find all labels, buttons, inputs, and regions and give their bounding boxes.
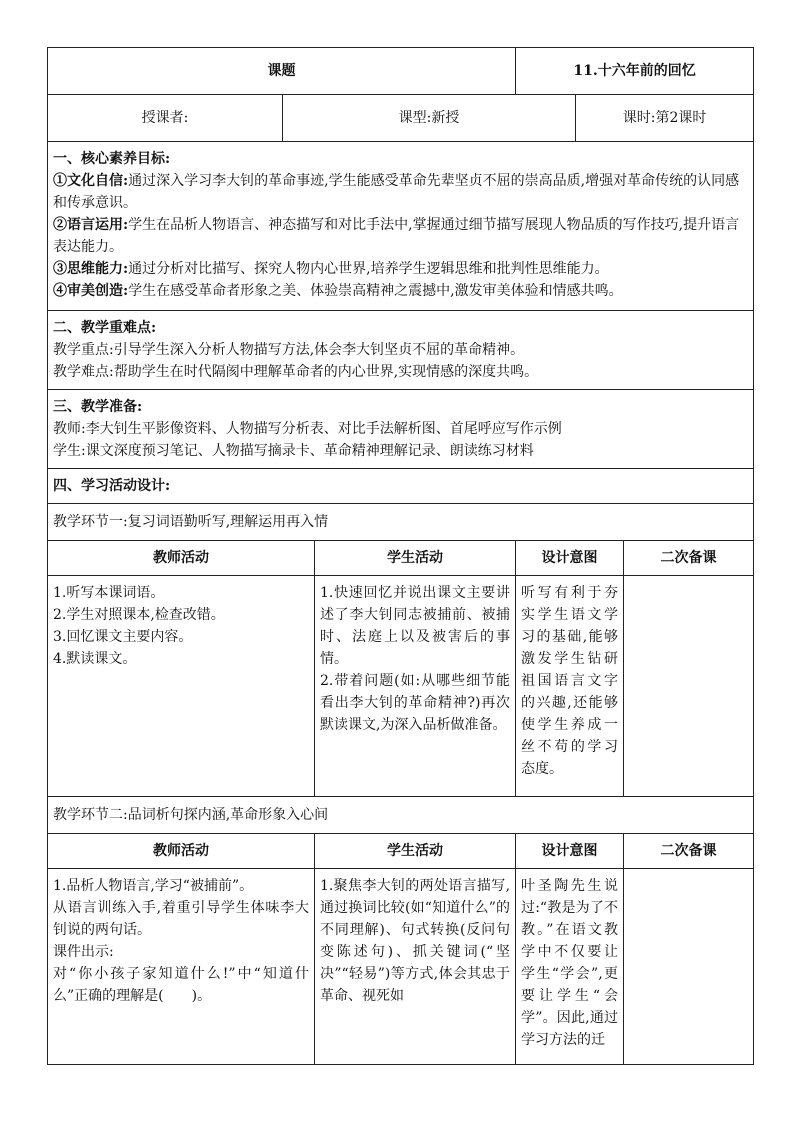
col-second-prep: 二次备课 [624, 834, 754, 869]
student-step: 1.快速回忆并说出课文主要讲述了李大钊同志被捕前、被捕时、法庭上以及被害后的事情。 [320, 585, 511, 667]
stage-1-intent-cell [516, 576, 624, 797]
stage-2-teacher-cell [48, 869, 315, 1065]
stage-1-teacher-cell [48, 576, 315, 797]
goal-text: 通过深入学习李大钊的革命事迹,学生能感受革命先辈坚贞不屈的崇高品质,增强对革命传统的认同感和传承意识。 [53, 173, 740, 211]
goal-label: ①文化自信: [53, 173, 129, 189]
teacher-prep-line: 教师:李大钊生平影像资料、人物描写分析表、对比手法解析图、首尾呼应写作示例 [53, 421, 562, 437]
stage-1-column-headers [48, 541, 754, 576]
col-student-activity: 学生活动 [315, 541, 516, 576]
section-preparation [48, 390, 754, 469]
section-key-points-title: 二、教学重难点: [53, 320, 157, 336]
teacher-step: 2.学生对照课本,检查改错。 [53, 607, 225, 623]
student-step: 2.带着问题(如:从哪些细节能看出李大钊的革命精神?)再次默读课文,为深入品析做准备。 [320, 673, 511, 733]
teacher-label: 授课者: [48, 95, 283, 142]
teacher-step: 3.回忆课文主要内容。 [53, 629, 193, 645]
intent-text: 叶圣陶先生说过:“教是为了不教。”在语文教学中不仅要让学生“学会”,更要让学生“会学”。因此,通过学习方法的迁 [521, 878, 619, 1048]
stage-2-student-cell [315, 869, 516, 1065]
section-activities [48, 469, 754, 504]
student-prep-line: 学生:课文深度预习笔记、人物描写摘录卡、革命精神理解记录、朗读练习材料 [53, 443, 534, 459]
teacher-step: 1.听写本课词语。 [53, 585, 165, 601]
stage-2-second-cell [624, 869, 754, 1065]
section-goals [48, 142, 754, 311]
stage-1-second-cell [624, 576, 754, 797]
goal-label: ③思维能力: [53, 261, 129, 277]
col-second-prep: 二次备课 [624, 541, 754, 576]
stage-2-title-row [48, 797, 754, 834]
stage-2-content-row [48, 869, 754, 1065]
col-design-intent: 设计意图 [516, 541, 624, 576]
info-row [48, 95, 754, 142]
topic-label: 课题 [48, 48, 516, 95]
topic-value: 11.十六年前的回忆 [516, 48, 754, 95]
stage-1-title: 教学环节一:复习词语勤听写,理解运用再入情 [48, 504, 754, 541]
teacher-step: 对“你小孩子家知道什么!”中“知道什么”正确的理解是( )。 [53, 966, 309, 1004]
stage-1-title-row [48, 504, 754, 541]
goal-label: ④审美创造: [53, 283, 129, 299]
col-student-activity: 学生活动 [315, 834, 516, 869]
section-key-points [48, 311, 754, 390]
student-step: 1.聚焦李大钊的两处语言描写,通过换词比较(如“知道什么”的不同理解)、句式转换(反问句变陈述句)、抓关键词(“坚决”“轻易”)等方式,体会其忠于革命、视死如 [320, 878, 511, 1004]
goal-text: 学生在感受革命者形象之美、体验崇高精神之震撼中,激发审美体验和情感共鸣。 [128, 283, 623, 299]
col-design-intent: 设计意图 [516, 834, 624, 869]
teacher-step: 从语言训练入手,着重引导学生体味李大钊说的两句话。 [53, 900, 309, 938]
stage-1-student-cell [315, 576, 516, 797]
intent-text: 听写有利于夯实学生语文学习的基础,能够激发学生钻研祖国语言文字的兴趣,还能够使学生养成一丝不苟的学习态度。 [521, 585, 619, 777]
lesson-plan-table [47, 47, 754, 1065]
stage-2-intent-cell [516, 869, 624, 1065]
teacher-step: 4.默读课文。 [53, 651, 137, 667]
difficult-point-line: 教学难点:帮助学生在时代隔阂中理解革命者的内心世界,实现情感的深度共鸣。 [53, 364, 539, 380]
lesson-plan-document [47, 47, 753, 1065]
stage-2-title: 教学环节二:品词析句探内涵,革命形象入心间 [48, 797, 754, 834]
section-goals-title: 一、核心素养目标: [53, 151, 171, 167]
stage-2-column-headers [48, 834, 754, 869]
lesson-hours: 课时:第2课时 [576, 95, 754, 142]
goal-text: 通过分析对比描写、探究人物内心世界,培养学生逻辑思维和批判性思维能力。 [128, 261, 609, 277]
goal-text: 学生在品析人物语言、神态描写和对比手法中,掌握通过细节描写展现人物品质的写作技巧,提升语言表达能力。 [53, 217, 740, 255]
goal-label: ②语言运用: [53, 217, 129, 233]
teacher-step: 课件出示: [53, 944, 114, 960]
col-teacher-activity: 教师活动 [48, 541, 315, 576]
stage-1-content-row [48, 576, 754, 797]
lesson-type: 课型:新授 [283, 95, 576, 142]
section-activities-title: 四、学习活动设计: [48, 469, 754, 504]
col-teacher-activity: 教师活动 [48, 834, 315, 869]
key-point-line: 教学重点:引导学生深入分析人物描写方法,体会李大钊坚贞不屈的革命精神。 [53, 342, 525, 358]
teacher-step: 1.品析人物语言,学习“被捕前”。 [53, 878, 254, 894]
topic-row [48, 48, 754, 95]
section-preparation-title: 三、教学准备: [53, 399, 143, 415]
